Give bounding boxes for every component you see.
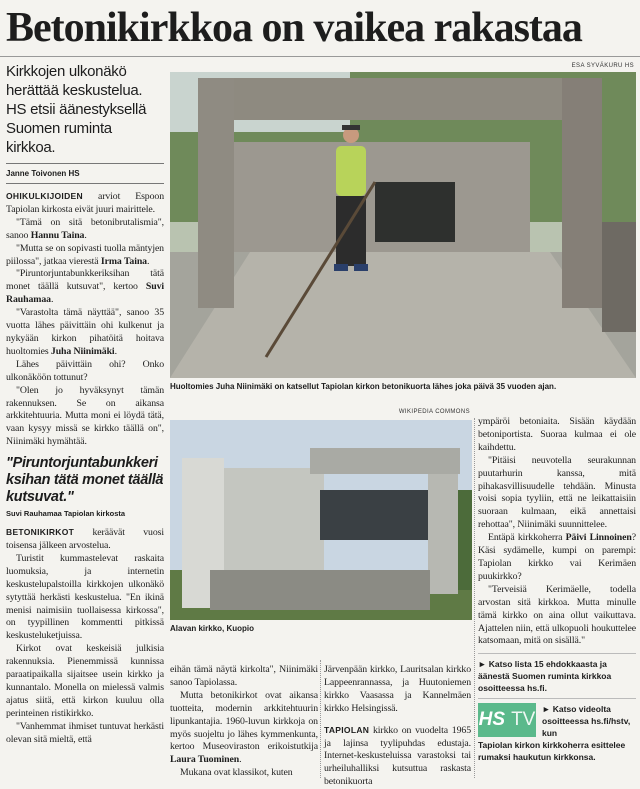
video-promo-link[interactable]: ► Katso videolta osoitteessa hs.fi/hstv, kun <box>542 704 631 739</box>
person-name: Suvi Rauhamaa <box>6 281 164 306</box>
photo-caption: Alavan kirkko, Kuopio <box>170 624 255 633</box>
text: . <box>147 255 150 267</box>
hstv-logo <box>478 703 536 737</box>
pull-quote: "Piruntorjuntabunkkeriksihan tätä monet täällä kutsuvat." <box>6 455 164 506</box>
text: Järvenpään kirkko, Lauritsalan kirkko Lappeenrannassa, ja Huutoniemen kirkko Vaasassa ja Kannelmäen kirkko Helsingissä. <box>324 664 471 714</box>
text: keräävät vuosi toisensa jälkeen arvostelua. <box>6 527 164 552</box>
text: Lähes päivittäin ohi? Onko ulkonäköön tottunut? <box>6 358 164 383</box>
text: . <box>114 345 117 357</box>
text: Kirkot ovat keskeisiä julkisia rakennuksia. Pienemmissä kunnissa paraatipaikalla sijaitsee usein kirkko ja kunnantalo. Monella on mielessä valmis ajatus siitä, että kirkon kuuluu olla perinteinen ristikirkko. <box>6 643 164 719</box>
text: eihän tämä näytä kirkolta", Niinimäki sanoo Tapiolassa. <box>170 664 318 688</box>
lead-paragraph: Kirkkojen ulkonäkö herättää keskustelua. HS etsii äänestyksellä Suomen ruminta kirkkoa. <box>6 63 147 156</box>
lead-word: OHIKULKIJOIDEN <box>6 191 83 201</box>
text: "Mutta se on sopivasti tuolla mäntyjen piilossa", jatkaa vierestä <box>6 242 164 267</box>
text: "Pitäisi neuvotella seurakunnan puutarhurin kanssa, mitä pihakasvillisuudelle tehdään. Minusta voisi sopia tyyliin, että ne leikattaisiin suoraan kulmaan, eikä annettaisi rehottaa", Niinimäki suunnittelee. <box>478 454 636 531</box>
text: . <box>84 229 87 241</box>
column-1b <box>6 526 164 746</box>
logo-tv: TV <box>511 709 536 731</box>
person-name: Päivi Linnoinen <box>565 532 632 544</box>
logo-hs: HS <box>478 709 506 731</box>
text: Turistit kummastelevat raskaita luomuksia, ja internetin keskustelupalstoilla kirkkojen ulkonäkö sytyttää herkästi keskustelua. "En ikinä menisi naimisiin tuollaisessa kirkossa", on tyypillinen kommentti pitkissä keskusteluketjuissa. <box>6 552 164 642</box>
lead-word: TAPIOLAN <box>324 724 370 735</box>
text: ympäröi betoniaita. Sisään käydään betoniportista. Suoraa kulmaa ei ole kaihdettu. <box>478 416 636 453</box>
text: Mukana ovat klassikot, kuten <box>180 767 293 779</box>
person-name: Irma Taina <box>100 255 147 267</box>
left-column <box>6 62 164 747</box>
text: arviot Espoon Tapiolan kirkosta eivät juuri mairittele. <box>6 191 164 215</box>
photo-credit: ESA SYVÄKURU HS <box>571 63 634 69</box>
photo-tapiola-church <box>170 72 636 378</box>
text: "Tämä on sitä betonibrutalismia", sanoo <box>6 216 164 241</box>
divider <box>0 56 640 57</box>
text: ? Käsi sydämelle, kumpi on parempi: Tapiolan kirkko vai Kerimäen puukirkko? <box>478 532 636 582</box>
headline: Betonikirkkoa on vaikea rakastaa <box>6 5 582 51</box>
divider <box>478 698 636 699</box>
pull-quote-source: Suvi Rauhamaa Tapiolan kirkosta <box>6 509 126 519</box>
divider <box>6 183 164 184</box>
divider <box>478 653 636 654</box>
person-name: Juha Niinimäki <box>50 345 115 357</box>
divider <box>474 418 475 778</box>
text: Entäpä kirkkoherra <box>488 532 566 544</box>
person-name: Hannu Taina <box>30 229 85 241</box>
right-column <box>478 416 636 763</box>
text: . <box>239 754 242 766</box>
photo-alava-church <box>170 420 472 620</box>
person-name: Laura Tuominen <box>170 754 240 766</box>
text: Mutta betonikirkot ovat aikansa tuotteita, modernin arkkitehtuurin lipunkantajia. 1960-luvun kirkkoja on myös suojeltu jo lähes kymmenkunta, kertoo Museoviraston erikoistutkija <box>170 689 318 753</box>
text: "Varastolta tämä näyttää", sanoo 35 vuotta lähes päivittäin ohi kulkenut ja nykyään kirkon pihatöitä hoitava huoltomies <box>6 307 164 357</box>
column-2 <box>170 664 318 780</box>
photo-credit: WIKIPEDIA COMMONS <box>398 409 470 415</box>
divider <box>320 660 321 778</box>
column-1 <box>6 190 164 449</box>
text: "Olen jo hyväksynyt tämän rakennuksen. Se on aikansa arkkitehtuuria. Mutta moni ei löydä tätä, vaan kysyy missä se kirkko täällä on", Niinimäki hymähtää. <box>6 384 164 448</box>
text: "Terveisiä Kerimäelle, todella arvostan sitä kirkkoa. Mutta minulle tämä kirkko on aina ollut vaikuttava. Ajattelen niin, että ulkopuoli houkuttelee katsomaan, mitä on sisällä." <box>478 583 636 647</box>
video-promo <box>478 703 636 763</box>
photo-caption: Huoltomies Juha Niinimäki on katsellut Tapiolan kirkon betonikuorta lähes joka päivä 35 vuoden ajan. <box>170 382 557 391</box>
text: "Piruntorjuntabunkkeriksihan tätä monet täällä kutsuvat", kertoo <box>6 268 164 293</box>
column-3 <box>324 664 471 789</box>
text: . <box>50 294 54 306</box>
column-4 <box>478 416 636 648</box>
text: kirkko on vuodelta 1965 ja lajinsa tyylipuhdas edustaja. Internet-keskusteluissa varastoksi tai urheiluhalliksi kutsuttua raskasta betonikuorta <box>324 724 471 788</box>
video-promo-text: Tapiolan kirkon kirkkoherra esittelee rumaksi haukutun kirkkonsa. <box>478 740 626 763</box>
byline: Janne Toivonen HS <box>6 169 80 178</box>
text: "Vanhemmat ihmiset tuntuvat herkästi olevan sitä mieltä, että <box>6 720 164 745</box>
vote-promo-link[interactable]: ► Katso lista 15 ehdokkaasta ja äänestä Suomen ruminta kirkkoa osoitteessa hs.fi. <box>478 659 612 694</box>
lead-word: BETONIKIRKOT <box>6 527 75 538</box>
